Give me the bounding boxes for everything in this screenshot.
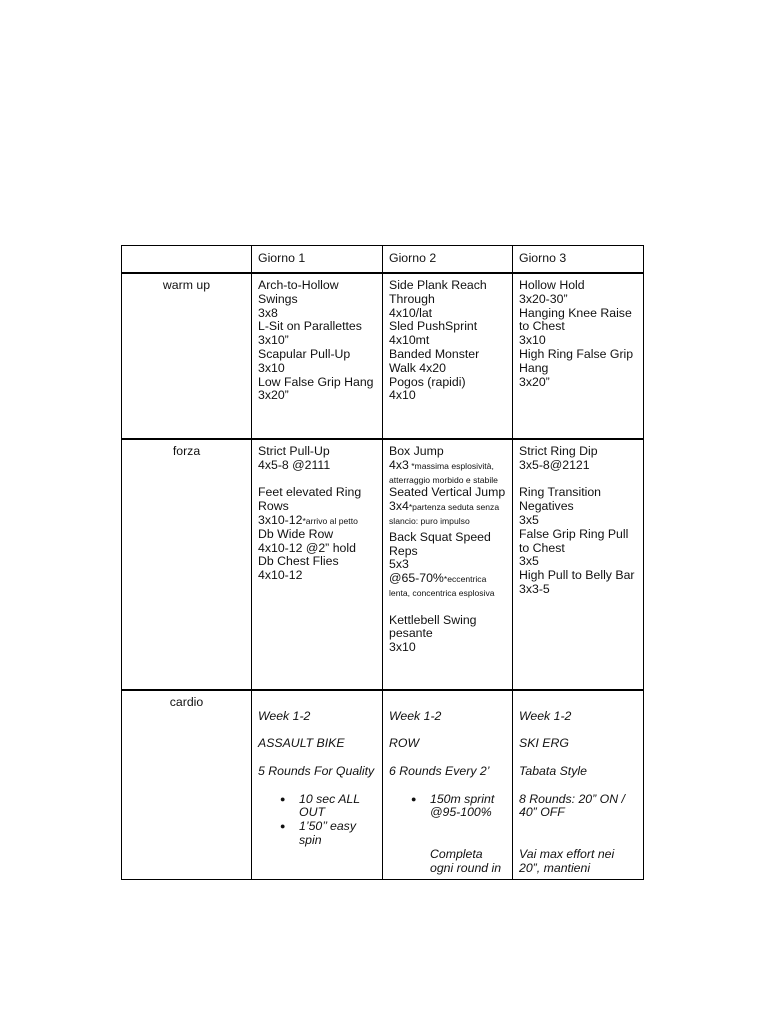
- exercise-line: Feet elevated Ring Rows: [258, 485, 362, 514]
- exercise-line: Db Chest Flies: [258, 554, 339, 569]
- exercise-line: 4x10: [389, 388, 416, 403]
- forza-row: [122, 439, 644, 690]
- exercise-line: Ring Transition Negatives: [519, 485, 602, 514]
- exercise-line: [389, 459, 506, 487]
- exercise-line: 3x20”: [519, 374, 550, 389]
- list-item: ● 1’50’’ easy spin: [299, 820, 376, 848]
- row-label-forza: forza: [122, 439, 252, 690]
- exercise-line: Arch-to-Hollow Swings: [258, 278, 339, 306]
- row-label-warm-up: warm up: [122, 273, 252, 439]
- exercise-line: [389, 500, 506, 528]
- row-label-cardio: cardio: [122, 690, 252, 880]
- exercise-note: *arrivo al petto: [302, 515, 358, 526]
- exercise-line: 3x5: [519, 554, 539, 569]
- exercise-line: Hanging Knee Raise to Chest: [519, 305, 632, 334]
- effort-note: Vai max effort nei 20”, mantieni: [519, 846, 615, 875]
- exercise-line: Strict Pull-Up: [258, 444, 330, 458]
- exercise-line: 3x5: [519, 512, 539, 527]
- exercise-line: 4x10-12 @2” hold: [258, 540, 356, 555]
- exercise-line: 3x8: [258, 305, 278, 320]
- week-label: Week 1-2: [519, 708, 572, 723]
- bullet-list: [258, 793, 376, 848]
- exercise-line: Sled PushSprint: [389, 319, 478, 334]
- header-giorno-1: Giorno 1: [252, 246, 383, 274]
- forza-giorno-1: [252, 439, 383, 690]
- sets-reps: 4x3: [389, 457, 409, 472]
- exercise-line: 4x10/lat: [389, 305, 433, 320]
- format-label: 5 Rounds For Quality: [258, 763, 375, 778]
- exercise-line: False Grip Ring Pull to Chest: [519, 526, 629, 555]
- cardio-row: [122, 690, 644, 880]
- format-label: 6 Rounds Every 2’: [389, 763, 490, 778]
- header-row: [122, 246, 644, 274]
- sets-reps: 3x4: [389, 499, 409, 514]
- cardio-giorno-3: [513, 690, 644, 880]
- exercise-line: Scapular Pull-Up: [258, 346, 351, 361]
- exercise-line: [258, 514, 376, 528]
- warm-up-row: [122, 273, 644, 439]
- exercise-line: 4x5-8 @2111: [258, 457, 331, 472]
- exercise-line: Strict Ring Dip: [519, 444, 598, 458]
- forza-giorno-3: [513, 439, 644, 690]
- format-label: Tabata Style: [519, 763, 587, 778]
- sets-reps: @65-70%: [389, 571, 444, 586]
- exercise-note: *massima esplosività, atterraggio morbido e stabile: [389, 460, 498, 485]
- exercise-line: Db Wide Row: [258, 526, 334, 541]
- exercise-line: High Pull to Belly Bar: [519, 568, 635, 583]
- exercise-line: 3x10: [519, 333, 546, 348]
- exercise-note: *partenza seduta senza slancio: puro impulso: [389, 502, 500, 526]
- cardio-giorno-1: [252, 690, 383, 880]
- exercise-line: Box Jump: [389, 444, 444, 458]
- list-item: ● 10 sec ALL OUT: [299, 793, 376, 821]
- exercise-line: 3x10: [389, 640, 416, 655]
- exercise-line: Banded Monster Walk 4x20: [389, 346, 480, 375]
- exercise-line: Kettlebell Swing pesante: [389, 612, 477, 641]
- exercise-line: Side Plank Reach Through: [389, 278, 487, 306]
- list-item: ● 150m sprint @95-100%: [430, 793, 506, 821]
- exercise-line: L-Sit on Parallettes: [258, 319, 362, 334]
- machine-label: ROW: [389, 736, 420, 751]
- exercise-line: 5x3: [389, 557, 409, 572]
- forza-giorno-2: [383, 439, 513, 690]
- exercise-line: Seated Vertical Jump: [389, 485, 506, 500]
- exercise-line: 3x5-8@2121: [519, 457, 590, 472]
- sets-reps: 3x10-12: [258, 512, 303, 527]
- exercise-line: Back Squat Speed Reps: [389, 529, 491, 558]
- machine-label: SKI ERG: [519, 736, 569, 751]
- rounds-label: 8 Rounds: 20” ON / 40” OFF: [519, 791, 625, 820]
- exercise-line: 4x10mt: [389, 333, 430, 348]
- cardio-giorno-2: [383, 690, 513, 880]
- exercise-line: Pogos (rapidi): [389, 374, 466, 389]
- exercise-line: 3x10: [258, 360, 285, 375]
- header-empty-cell: [122, 246, 252, 274]
- exercise-line: 3x20-30”: [519, 291, 568, 306]
- warm-up-giorno-2: [383, 273, 513, 439]
- warm-up-giorno-1: [252, 273, 383, 439]
- exercise-line: Hollow Hold: [519, 278, 585, 292]
- bullet-list: [389, 793, 506, 821]
- exercise-line: Low False Grip Hang 3x20”: [258, 374, 374, 403]
- warm-up-giorno-3: [513, 273, 644, 439]
- exercise-note: *eccentrica lenta, concentrica esplosiva: [389, 574, 495, 598]
- week-label: Week 1-2: [389, 708, 442, 723]
- exercise-line: 4x10-12: [258, 568, 303, 583]
- header-giorno-3: Giorno 3: [513, 246, 644, 274]
- exercise-line: 3x10”: [258, 333, 289, 348]
- week-label: Week 1-2: [258, 708, 311, 723]
- exercise-line: 3x3-5: [519, 581, 550, 596]
- header-giorno-2: Giorno 2: [383, 246, 513, 274]
- exercise-line: [389, 572, 506, 600]
- workout-table: [121, 245, 644, 880]
- machine-label: ASSAULT BIKE: [258, 736, 345, 751]
- round-note: Completa ogni round in: [430, 846, 502, 875]
- exercise-line: High Ring False Grip Hang: [519, 346, 634, 375]
